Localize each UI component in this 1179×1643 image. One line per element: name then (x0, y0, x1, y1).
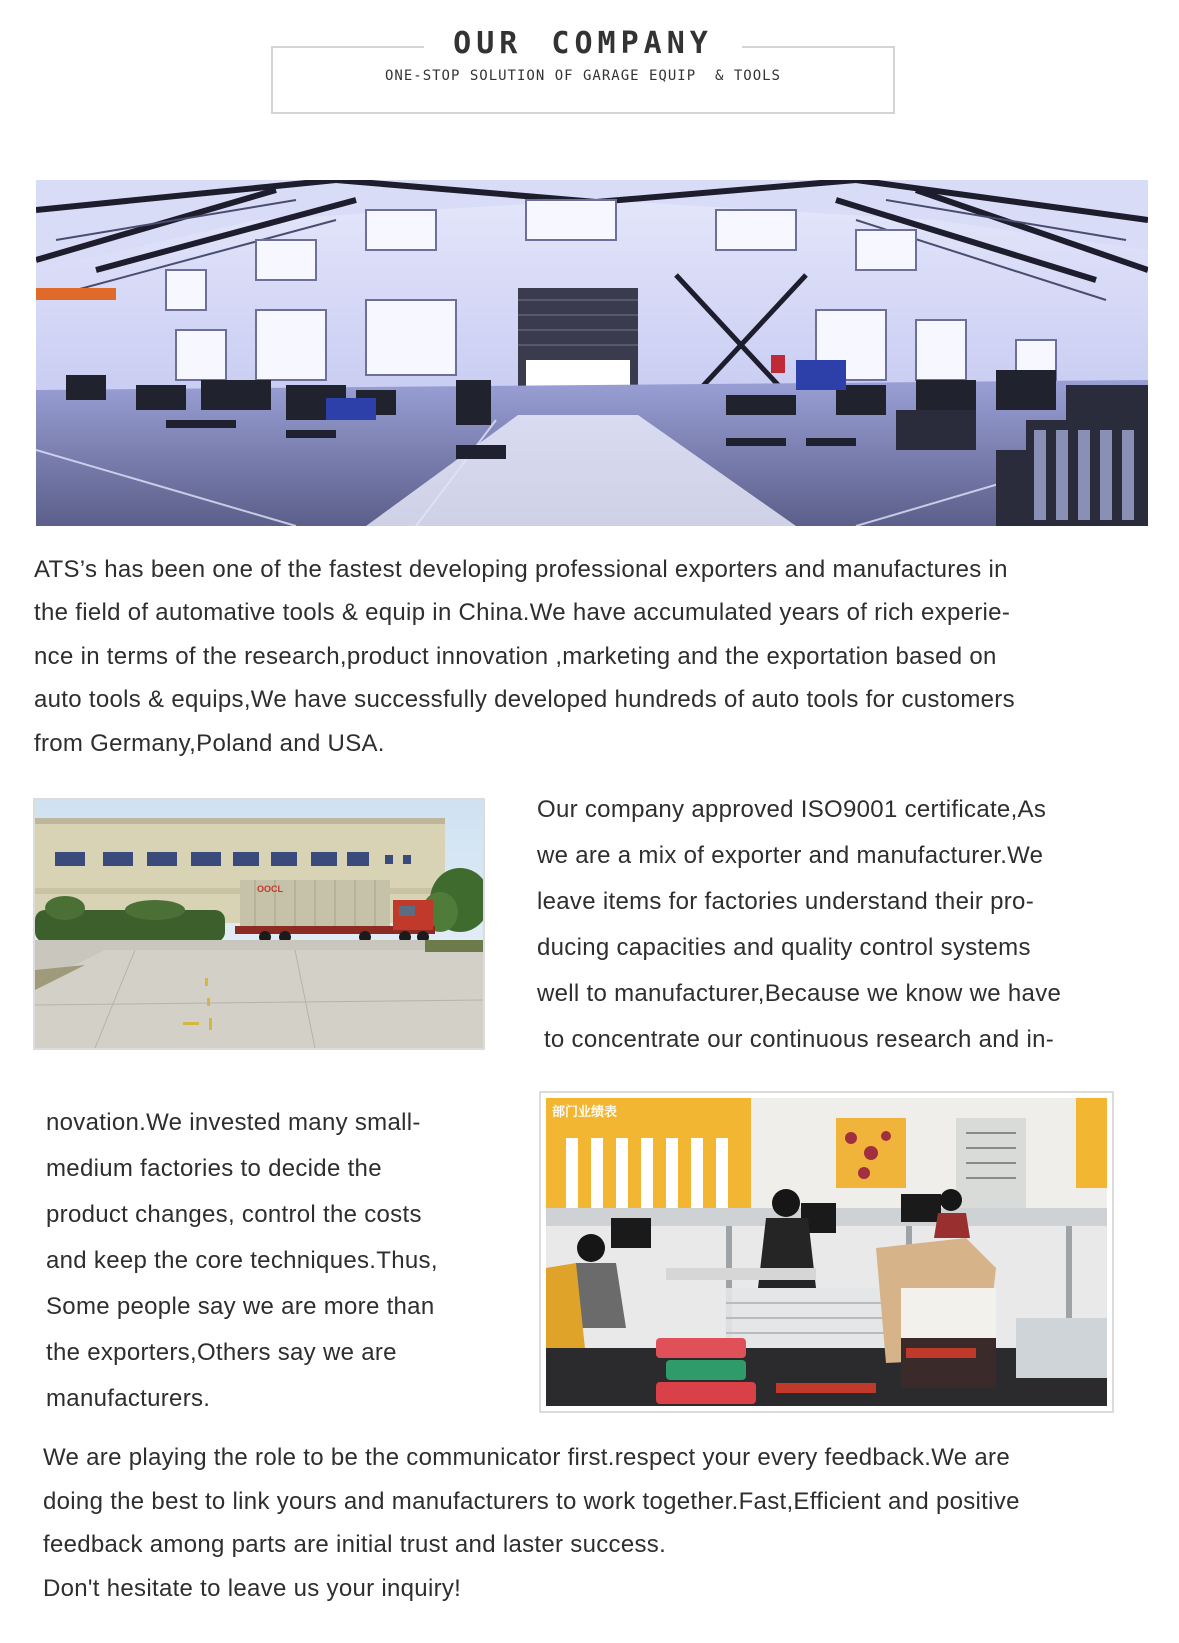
container-sign: OOCL (257, 884, 283, 894)
closing-line: doing the best to link yours and manufacturers to work together.Fast,Efficient and positive (43, 1487, 1020, 1515)
page-title: OUR COMPANY (424, 24, 742, 64)
innovation-line: novation.We invested many small- (46, 1109, 421, 1136)
iso-paragraph (537, 787, 1137, 1063)
innovation-line: the exporters,Others say we are (46, 1339, 397, 1366)
closing-line: Don't hesitate to leave us your inquiry! (43, 1574, 462, 1602)
iso-line: leave items for factories understand their pro- (537, 888, 1034, 915)
closing-line: We are playing the role to be the communicator first.respect your every feedback.We are (43, 1444, 1010, 1471)
closing-paragraph (43, 1436, 1173, 1610)
closing-line: feedback among parts are initial trust and laster success. (43, 1531, 667, 1558)
iso-line: we are a mix of exporter and manufacturer.We (537, 842, 1044, 869)
intro-line: nce in terms of the research,product innovation ,marketing and the exportation based on (34, 642, 997, 670)
intro-line: from Germany,Poland and USA. (34, 729, 385, 757)
iso-line: ducing capacities and quality control systems (537, 934, 1031, 961)
iso-line: well to manufacturer,Because we know we have (537, 980, 1062, 1007)
office-board-text: 部门业绩表 (552, 1105, 618, 1120)
intro-paragraph (34, 548, 1154, 765)
innovation-line: and keep the core techniques.Thus, (46, 1247, 438, 1274)
factory-building-image (33, 798, 485, 1050)
iso-line: to concentrate our continuous research and in- (537, 1026, 1055, 1053)
intro-line: the field of automative tools & equip in China.We have accumulated years of rich experie- (34, 599, 1011, 627)
innovation-paragraph (46, 1100, 516, 1422)
intro-line: auto tools & equips,We have successfully developed hundreds of auto tools for customers (34, 686, 1015, 714)
iso-line: Our company approved ISO9001 certificate,As (537, 796, 1047, 823)
innovation-line: product changes, control the costs (46, 1201, 422, 1228)
page-subtitle: ONE-STOP SOLUTION OF GARAGE EQUIP & TOOLS (384, 68, 781, 84)
factory-panorama-image (36, 180, 1148, 526)
office-image (539, 1091, 1114, 1413)
innovation-line: Some people say we are more than (46, 1293, 435, 1320)
innovation-line: medium factories to decide the (46, 1155, 382, 1182)
intro-line: ATS’s has been one of the fastest developing professional exporters and manufactures in (34, 556, 1008, 583)
innovation-line: manufacturers. (46, 1385, 211, 1412)
